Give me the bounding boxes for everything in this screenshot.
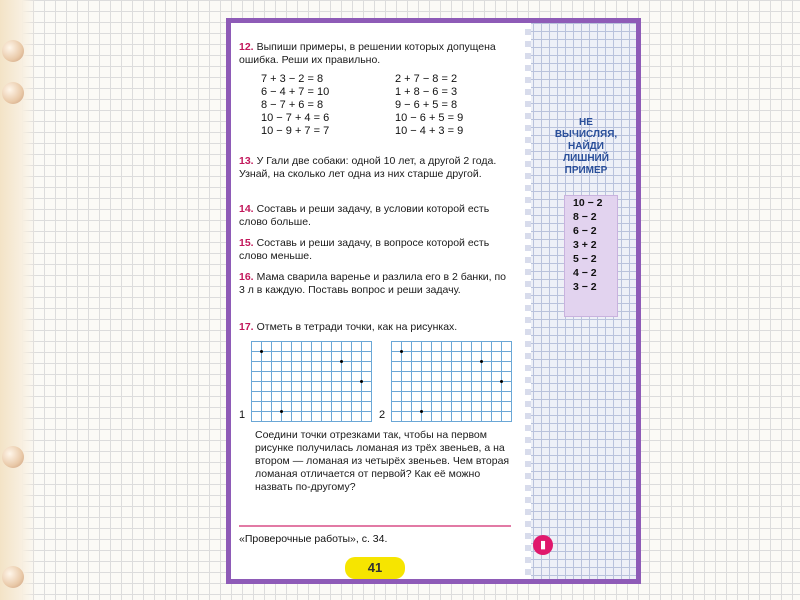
textbook-page: [226, 18, 641, 584]
example: 10 − 4 + 3 = 9: [395, 125, 464, 137]
point: [480, 360, 483, 363]
task-14: 14. Составь и реши задачу, в условии которой есть слово больше.: [239, 203, 490, 228]
example: 10 − 9 + 7 = 7: [261, 125, 330, 137]
point: [340, 360, 343, 363]
dot-grid-2: [391, 341, 512, 422]
point: [260, 350, 263, 353]
example: 9 − 6 + 5 = 8: [395, 99, 458, 111]
pearl-decoration: [2, 566, 24, 588]
left-decoration: [0, 0, 36, 600]
example: 2 + 7 − 8 = 2: [395, 73, 458, 85]
point: [500, 380, 503, 383]
example: 7 + 3 − 2 = 8: [261, 73, 324, 85]
task-17-continuation: Соедини точки отрезками так, чтобы на первом рисунке получилась ломаная из трёх звеньев, а на втором — ломаная из четырёх звеньев. Чем вторая ломаная отличается от первой? Как её можно назвать по-другому?: [255, 429, 510, 493]
side-example: 6 − 2: [573, 225, 597, 237]
pearl-decoration: [2, 82, 24, 104]
side-example: 10 − 2: [573, 197, 603, 209]
task-16: 16. Мама сварила варенье и разлила его в 2 банки, по 3 л в каждую. Поставь вопрос и реши задачу.: [239, 271, 507, 296]
divider: [239, 525, 511, 527]
example: 10 − 7 + 4 = 6: [261, 112, 330, 124]
main-column: [231, 23, 525, 579]
pearl-decoration: [2, 40, 24, 62]
example: 8 − 7 + 6 = 8: [261, 99, 324, 111]
side-examples-box: [564, 195, 618, 317]
task-12: 12. Выпиши примеры, в решении которых допущена ошибка. Реши их правильно.: [239, 41, 496, 66]
task-17: 17. Отметь в тетради точки, как на рисунках.: [239, 321, 458, 333]
example: 10 − 6 + 5 = 9: [395, 112, 464, 124]
examples-left: [261, 73, 329, 138]
example: 6 − 4 + 7 = 10: [261, 86, 330, 98]
task-15: 15. Составь и реши задачу, в вопросе которой есть слово меньше.: [239, 237, 490, 262]
pearl-decoration: [2, 446, 24, 468]
side-example: 3 + 2: [573, 239, 597, 251]
footer-reference: «Проверочные работы», с. 34.: [239, 533, 388, 545]
side-task-title: НЕ ВЫЧИСЛЯЯ, НАЙДИ ЛИШНИЙ ПРИМЕР: [554, 117, 618, 176]
side-example: 8 − 2: [573, 211, 597, 223]
book-icon: ▮: [533, 535, 553, 555]
point: [400, 350, 403, 353]
point: [420, 410, 423, 413]
examples-right: [395, 73, 463, 138]
dot-grid-1: [251, 341, 372, 422]
side-example: 5 − 2: [573, 253, 597, 265]
figure-label: 1: [239, 409, 246, 421]
side-example: 3 − 2: [573, 281, 597, 293]
side-edge: [525, 23, 531, 579]
point: [360, 380, 363, 383]
page-number: 41: [345, 557, 405, 579]
task-13: 13. У Гали две собаки: одной 10 лет, а другой 2 года. Узнай, на сколько лет одна из них старше другой.: [239, 155, 497, 180]
side-example: 4 − 2: [573, 267, 597, 279]
example: 1 + 8 − 6 = 3: [395, 86, 458, 98]
figure-label: 2: [379, 409, 386, 421]
point: [280, 410, 283, 413]
